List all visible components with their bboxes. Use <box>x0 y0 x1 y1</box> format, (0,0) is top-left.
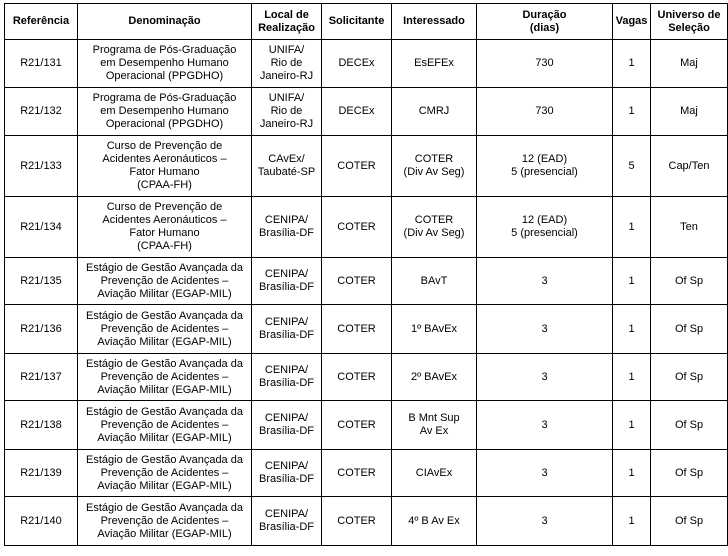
cell-referencia: R21/139 <box>5 450 78 497</box>
cell-referencia: R21/138 <box>5 401 78 450</box>
cell-local: CENIPA/ Brasília-DF <box>252 497 322 546</box>
header-duracao: Duração (dias) <box>477 4 613 40</box>
cell-solicitante: DECEx <box>322 40 392 88</box>
cell-solicitante: COTER <box>322 197 392 258</box>
cell-universo: Of Sp <box>651 450 728 497</box>
cell-universo: Of Sp <box>651 497 728 546</box>
cell-referencia: R21/133 <box>5 136 78 197</box>
cell-denominacao: Estágio de Gestão Avançada da Prevenção de Acidentes – Aviação Militar (EGAP-MIL) <box>78 354 252 401</box>
course-table <box>4 3 728 546</box>
table-row <box>5 354 728 401</box>
cell-duracao: 3 <box>477 450 613 497</box>
cell-local: CENIPA/ Brasília-DF <box>252 197 322 258</box>
cell-denominacao: Estágio de Gestão Avançada da Prevenção de Acidentes – Aviação Militar (EGAP-MIL) <box>78 450 252 497</box>
table-row <box>5 497 728 546</box>
cell-interessado: COTER (Div Av Seg) <box>392 136 477 197</box>
cell-solicitante: COTER <box>322 136 392 197</box>
cell-denominacao: Programa de Pós-Graduação em Desempenho Humano Operacional (PPGDHO) <box>78 88 252 136</box>
cell-denominacao: Curso de Prevenção de Acidentes Aeronáuticos – Fator Humano (CPAA-FH) <box>78 197 252 258</box>
cell-interessado: B Mnt Sup Av Ex <box>392 401 477 450</box>
table-body <box>5 40 728 546</box>
header-universo: Universo de Seleção <box>651 4 728 40</box>
cell-local: UNIFA/ Rio de Janeiro-RJ <box>252 88 322 136</box>
header-solicitante: Solicitante <box>322 4 392 40</box>
table-row <box>5 401 728 450</box>
header-vagas: Vagas <box>613 4 651 40</box>
cell-interessado: EsEFEx <box>392 40 477 88</box>
cell-solicitante: COTER <box>322 401 392 450</box>
cell-referencia: R21/131 <box>5 40 78 88</box>
cell-local: CENIPA/ Brasília-DF <box>252 401 322 450</box>
cell-vagas: 1 <box>613 401 651 450</box>
cell-vagas: 1 <box>613 88 651 136</box>
cell-vagas: 1 <box>613 40 651 88</box>
cell-vagas: 5 <box>613 136 651 197</box>
cell-denominacao: Estágio de Gestão Avançada da Prevenção de Acidentes – Aviação Militar (EGAP-MIL) <box>78 305 252 354</box>
table-row <box>5 450 728 497</box>
cell-interessado: BAvT <box>392 258 477 305</box>
cell-local: CENIPA/ Brasília-DF <box>252 354 322 401</box>
table-row <box>5 136 728 197</box>
table-row <box>5 40 728 88</box>
cell-local: UNIFA/ Rio de Janeiro-RJ <box>252 40 322 88</box>
header-denominacao: Denominação <box>78 4 252 40</box>
table-header <box>5 4 728 40</box>
cell-duracao: 730 <box>477 88 613 136</box>
cell-denominacao: Estágio de Gestão Avançada da Prevenção de Acidentes – Aviação Militar (EGAP-MIL) <box>78 497 252 546</box>
cell-interessado: COTER (Div Av Seg) <box>392 197 477 258</box>
cell-vagas: 1 <box>613 497 651 546</box>
cell-universo: Of Sp <box>651 305 728 354</box>
cell-duracao: 3 <box>477 401 613 450</box>
cell-universo: Maj <box>651 40 728 88</box>
cell-denominacao: Curso de Prevenção de Acidentes Aeronáuticos – Fator Humano (CPAA-FH) <box>78 136 252 197</box>
cell-interessado: 2º BAvEx <box>392 354 477 401</box>
cell-solicitante: COTER <box>322 354 392 401</box>
cell-duracao: 3 <box>477 305 613 354</box>
cell-solicitante: DECEx <box>322 88 392 136</box>
table-row <box>5 258 728 305</box>
cell-solicitante: COTER <box>322 497 392 546</box>
cell-vagas: 1 <box>613 305 651 354</box>
cell-vagas: 1 <box>613 258 651 305</box>
cell-universo: Of Sp <box>651 258 728 305</box>
cell-interessado: 4º B Av Ex <box>392 497 477 546</box>
cell-referencia: R21/137 <box>5 354 78 401</box>
cell-local: CENIPA/ Brasília-DF <box>252 258 322 305</box>
cell-duracao: 12 (EAD) 5 (presencial) <box>477 136 613 197</box>
cell-local: CAvEx/ Taubaté-SP <box>252 136 322 197</box>
cell-local: CENIPA/ Brasília-DF <box>252 450 322 497</box>
cell-interessado: CIAvEx <box>392 450 477 497</box>
cell-vagas: 1 <box>613 450 651 497</box>
cell-vagas: 1 <box>613 197 651 258</box>
cell-referencia: R21/136 <box>5 305 78 354</box>
header-local: Local de Realização <box>252 4 322 40</box>
cell-duracao: 12 (EAD) 5 (presencial) <box>477 197 613 258</box>
cell-referencia: R21/140 <box>5 497 78 546</box>
cell-solicitante: COTER <box>322 305 392 354</box>
cell-interessado: 1º BAvEx <box>392 305 477 354</box>
cell-solicitante: COTER <box>322 258 392 305</box>
table-row <box>5 197 728 258</box>
cell-duracao: 3 <box>477 497 613 546</box>
header-interessado: Interessado <box>392 4 477 40</box>
cell-referencia: R21/135 <box>5 258 78 305</box>
cell-universo: Maj <box>651 88 728 136</box>
cell-denominacao: Programa de Pós-Graduação em Desempenho Humano Operacional (PPGDHO) <box>78 40 252 88</box>
table-row <box>5 88 728 136</box>
cell-universo: Ten <box>651 197 728 258</box>
header-row <box>5 4 728 40</box>
cell-duracao: 3 <box>477 354 613 401</box>
cell-denominacao: Estágio de Gestão Avançada da Prevenção de Acidentes – Aviação Militar (EGAP-MIL) <box>78 258 252 305</box>
table-row <box>5 305 728 354</box>
cell-denominacao: Estágio de Gestão Avançada da Prevenção de Acidentes – Aviação Militar (EGAP-MIL) <box>78 401 252 450</box>
cell-solicitante: COTER <box>322 450 392 497</box>
cell-referencia: R21/132 <box>5 88 78 136</box>
cell-universo: Of Sp <box>651 401 728 450</box>
cell-referencia: R21/134 <box>5 197 78 258</box>
cell-interessado: CMRJ <box>392 88 477 136</box>
cell-universo: Of Sp <box>651 354 728 401</box>
header-referencia: Referência <box>5 4 78 40</box>
cell-vagas: 1 <box>613 354 651 401</box>
cell-duracao: 730 <box>477 40 613 88</box>
cell-local: CENIPA/ Brasília-DF <box>252 305 322 354</box>
course-table-container <box>4 3 728 546</box>
cell-universo: Cap/Ten <box>651 136 728 197</box>
cell-duracao: 3 <box>477 258 613 305</box>
